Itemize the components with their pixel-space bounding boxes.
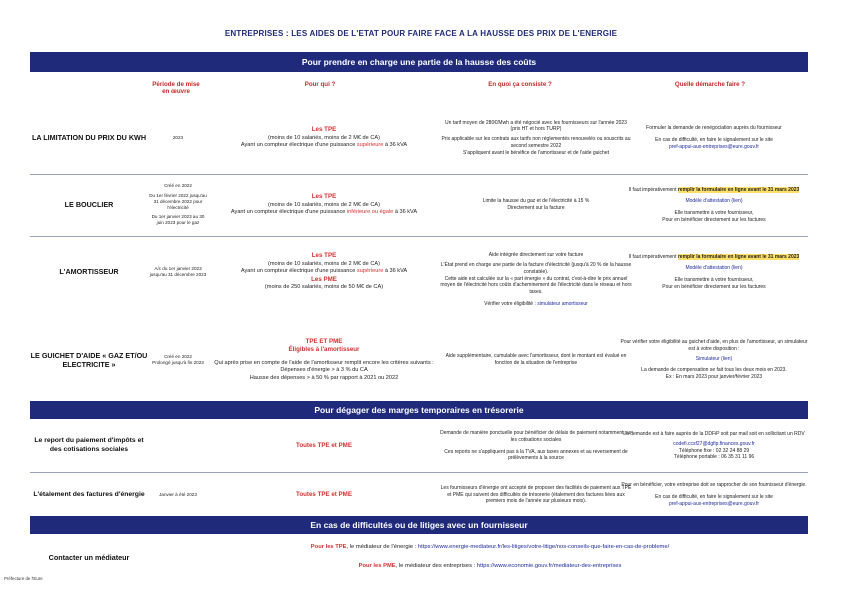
what-line	[484, 301, 588, 308]
what-line: Aide intégrée directement sur votre facture	[488, 252, 584, 259]
table-row	[30, 106, 808, 170]
who-title: TPE ET PME	[305, 337, 343, 345]
attestation-link[interactable]: Modèle d'attestation (lien)	[685, 265, 743, 272]
how-line: La demande est à faire auprès de la DDFiP soit par mail soit en sollicitant un RDV	[623, 431, 805, 437]
row-period	[148, 178, 208, 232]
who-title: Les TPE	[311, 252, 337, 260]
row-divider	[30, 472, 808, 473]
period-line: Du 1er janvier 2023 au 30 juin 2023 pour le gaz	[151, 214, 205, 226]
row-who	[210, 424, 438, 468]
footer-text: Préfecture de l'Eure	[4, 576, 43, 581]
row-period	[148, 476, 208, 514]
who-title: Les PME	[311, 275, 337, 283]
section-band-disputes	[30, 516, 808, 534]
who-line	[241, 268, 407, 276]
period-line: A/c du 1er janvier 2023 jusqu'au 31 décembre 2023	[149, 265, 207, 277]
how-line: Formuler la demande de renégociation auprès du fournisseur	[646, 125, 782, 132]
how-line: Elle transmettre à votre fournisseur,	[674, 210, 754, 216]
page-title: ENTREPRISES : LES AIDES DE L'ETAT POUR FAIRE FACE A LA HAUSSE DES PRIX DE L'ENERGIE	[224, 29, 618, 38]
row-who	[210, 178, 438, 232]
section-title: Pour prendre en charge une partie de la hausse des coûts	[301, 57, 537, 67]
how-line	[629, 187, 800, 194]
how-text: Il faut impérativement	[628, 253, 678, 260]
who-emphasis: supérieure	[356, 142, 384, 149]
who-line: (moins de 250 salariés, moins de 50 M€ de CA)	[264, 284, 384, 291]
mediateur-entreprises-link[interactable]: https://www.economie.gouv.fr/mediateur-des-entreprises	[476, 563, 622, 569]
how-line: En cas de difficulté, en faire le signalement sur le site	[655, 494, 773, 501]
what-line: Aide supplémentaire, cumulable avec l'amortisseur, dont le montant est évalué en fonction de la situation de l'entreprise	[445, 353, 627, 366]
header-what: En quoi ça consiste ?	[488, 81, 552, 88]
mediator-label: Contacter un médiateur	[48, 552, 130, 562]
period-line: Créé en 2022	[164, 353, 192, 359]
who-line: (moins de 10 salariés, moins de 2 M€ de CA)	[268, 260, 380, 267]
who-line: Qui après prise en compte de l'aide de l'amortisseur remplit encore les critères suivants :	[214, 359, 434, 366]
how-line: Pour vérifier votre éligibilité au guichet d'aide, en plus de l'amortisseur, un simulateur est à votre disposition :	[620, 339, 808, 352]
what-line: Prix applicable sur les contrats aux tarifs non réglementés renouvelés ou souscrits au second semestre 2022	[441, 136, 631, 149]
what-line: Les fournisseurs d'énergie ont accepté de proposer des facilités de paiement aux TPE et PME qui suivent des difficultés de trésorerie (étalement des factures liées aux premiers mois de l'année sur plusieurs mois).	[440, 484, 632, 505]
mediator-pme-line	[210, 563, 770, 569]
row-name: Le report du paiement d'impôts et des cotisations sociales	[34, 437, 144, 453]
row-name: L'AMORTISSEUR	[59, 267, 119, 277]
pme-text: , le médiateur des entreprises :	[395, 563, 477, 569]
row-what	[440, 424, 632, 468]
who-line: (moins de 10 salariés, moins de 2 M€ de CA)	[268, 134, 380, 141]
attestation-link[interactable]: Modèle d'attestation (lien)	[685, 198, 743, 205]
section-title: Pour dégager des marges temporaires en trésorerie	[314, 405, 524, 415]
row-what	[440, 476, 632, 514]
row-how	[620, 326, 808, 394]
who-title: Les TPE	[311, 126, 337, 134]
who-title: Toutes TPE et PME	[296, 490, 352, 498]
header-period: Période de mise en œuvre	[152, 81, 200, 96]
who-text: à 36 kVA	[383, 142, 408, 149]
how-line: Pour en bénéficier, votre entreprise doit se rapprocher de son fournisseur d'énergie.	[621, 482, 807, 489]
simulateur-amortisseur-link[interactable]: simulateur amortisseur	[537, 300, 588, 307]
how-text: Il faut impérativement	[628, 186, 678, 193]
period-line: Prolongé jusqu'à fin 2023	[152, 360, 204, 365]
energie-mediateur-link[interactable]: https://www.energie-mediateur.fr/les-litiges/votre-litige/nos-conseils-que-faire-en-cas-de-probleme/	[417, 544, 670, 550]
what-line: Cette aide est calculée sur la « part énergie » du contrat, c'est-à-dire le prix annuel moyen de l'électricité hors coûts d'acheminement de l'électricité dans le réseau et hors taxes.	[440, 275, 632, 296]
how-line: Elle transmettre à votre fournisseur,	[674, 277, 754, 283]
who-line	[241, 142, 407, 150]
how-line: Pour en bénéficier directement sur les factures	[662, 216, 766, 223]
section-band-treasury	[30, 401, 808, 419]
section-band-costs	[30, 52, 808, 72]
pme-label: Pour les PME	[358, 563, 396, 569]
who-emphasis: inférieure ou égale	[346, 209, 394, 216]
row-how	[620, 476, 808, 514]
who-emphasis: supérieure	[356, 268, 384, 275]
table-row	[30, 178, 808, 232]
row-name: LE BOUCLIER	[64, 200, 114, 210]
period-line: Janvier à été 2023	[159, 491, 197, 497]
who-text: à 36 kVA	[393, 209, 418, 216]
what-line: Directement sur la facture	[507, 205, 565, 211]
what-line: Demande de manière ponctuelle pour bénéficier de délais de paiement notamment sur les cotisations sociales	[440, 430, 632, 443]
table-row	[30, 326, 808, 394]
who-line: Dépenses d'énergie > à 3 % du CA	[280, 367, 368, 374]
phone-line: Téléphone portable : 06 35 31 11 96	[673, 454, 755, 461]
row-what	[440, 240, 632, 320]
who-title: Les TPE	[311, 193, 337, 201]
simulateur-link[interactable]: Simulateur (lien)	[695, 355, 733, 362]
row-how	[620, 178, 808, 232]
ccsf-email-link[interactable]: codefi.ccsf27@dgfip.finances.gouv.fr	[673, 440, 755, 447]
mediator-tpe-line	[210, 544, 770, 550]
phone-line: Téléphone fixe : 02 32 24 88 29	[678, 447, 750, 454]
row-who	[210, 240, 438, 304]
header-who: Pour qui ?	[304, 81, 336, 88]
row-who	[210, 326, 438, 394]
what-line: S'appliquent avant le bénéfice de l'amortisseur et de l'aide guichet	[462, 149, 609, 156]
who-subtitle: Éligibles à l'amortisseur	[288, 346, 360, 354]
row-name: LA LIMITATION DU PRIX DU KWH	[31, 133, 147, 143]
tpe-text: , le médiateur de l'énergie :	[346, 544, 418, 550]
appui-email-link[interactable]: pref-appui-aux-entreprises@eure.gouv.fr	[668, 500, 760, 507]
who-text: Ayant un compteur électrique d'une puissance	[240, 268, 357, 275]
how-line	[629, 254, 800, 261]
what-line: Limite la hausse du gaz et de l'électricité à 15 %	[482, 198, 590, 205]
period-line: 2023	[172, 134, 184, 140]
how-line: Ex : En mars 2023 pour janvier/février 2023	[665, 374, 763, 381]
how-highlight: 31 mars 2023	[767, 186, 800, 193]
who-text: Ayant un compteur électrique d'une puissance	[230, 209, 347, 216]
mediator-row	[30, 534, 808, 580]
who-text: à 36 kVA	[383, 268, 408, 275]
who-text: Ayant un compteur électrique d'une puissance	[240, 142, 357, 149]
who-line: Hausse des dépenses > à 50 % par rapport à 2021 ou 2022	[249, 374, 399, 381]
what-line: Ces reports ne s'appliquent pas à la TVA, aux taxes annexes et au reversement de prélèvements à la source	[444, 448, 628, 462]
period-line: Créé en 2022	[164, 183, 192, 189]
how-highlight: remplir la formulaire en ligne avant le	[677, 253, 768, 260]
row-what	[440, 178, 632, 232]
row-how	[620, 106, 808, 170]
table-row	[30, 240, 808, 320]
table-row	[30, 424, 808, 468]
row-divider	[30, 174, 808, 175]
how-line: En cas de difficulté, en faire le signalement sur le site	[655, 137, 773, 144]
section-title: En cas de difficultés ou de litiges avec un fournisseur	[310, 520, 528, 530]
row-what	[440, 326, 632, 394]
tpe-label: Pour les TPE	[310, 544, 347, 550]
who-line: (moins de 10 salariés, moins de 2 M€ de CA)	[268, 201, 380, 208]
period-line: Du 1er février 2022 jusqu'au 31 décembre 2022 pour l'électricité	[149, 192, 207, 210]
appui-email-link[interactable]: pref-appui-aux-entreprises@eure.gouv.fr	[668, 143, 760, 150]
how-line: Pour en bénéficier directement sur les factures	[662, 283, 766, 290]
row-who	[210, 106, 438, 170]
how-highlight: remplir la formulaire en ligne avant le	[677, 186, 768, 193]
row-name: L'étalement des factures d'énergie	[33, 490, 145, 498]
row-period	[148, 240, 208, 304]
what-text: Vérifier votre éligibilité :	[484, 300, 538, 307]
who-title: Toutes TPE et PME	[296, 441, 352, 449]
row-how	[620, 240, 808, 304]
row-who	[210, 476, 438, 514]
row-period	[148, 326, 208, 394]
row-divider	[30, 236, 808, 237]
what-line: L'État prend en charge une partie de la facture d'électricité (jusqu'à 20 % de la hausse constatée).	[440, 262, 632, 275]
row-period	[148, 106, 208, 170]
how-line: La demande de compensation se fait tous les deux mois en 2023.	[641, 367, 787, 374]
what-line: Un tarif moyen de 280€/Mwh a été négocié avec les fournisseurs sur l'année 2023 (prix HT et hors TURP)	[445, 119, 627, 133]
how-highlight: 31 mars 2023	[767, 253, 800, 260]
table-row	[30, 476, 808, 514]
who-line	[231, 209, 417, 217]
row-how	[620, 424, 808, 468]
row-name: LE GUICHET D'AIDE « GAZ ET/OU ELECTRICITE »	[30, 350, 148, 369]
header-how: Quelle démarche faire ?	[674, 81, 746, 88]
row-what	[440, 106, 632, 170]
